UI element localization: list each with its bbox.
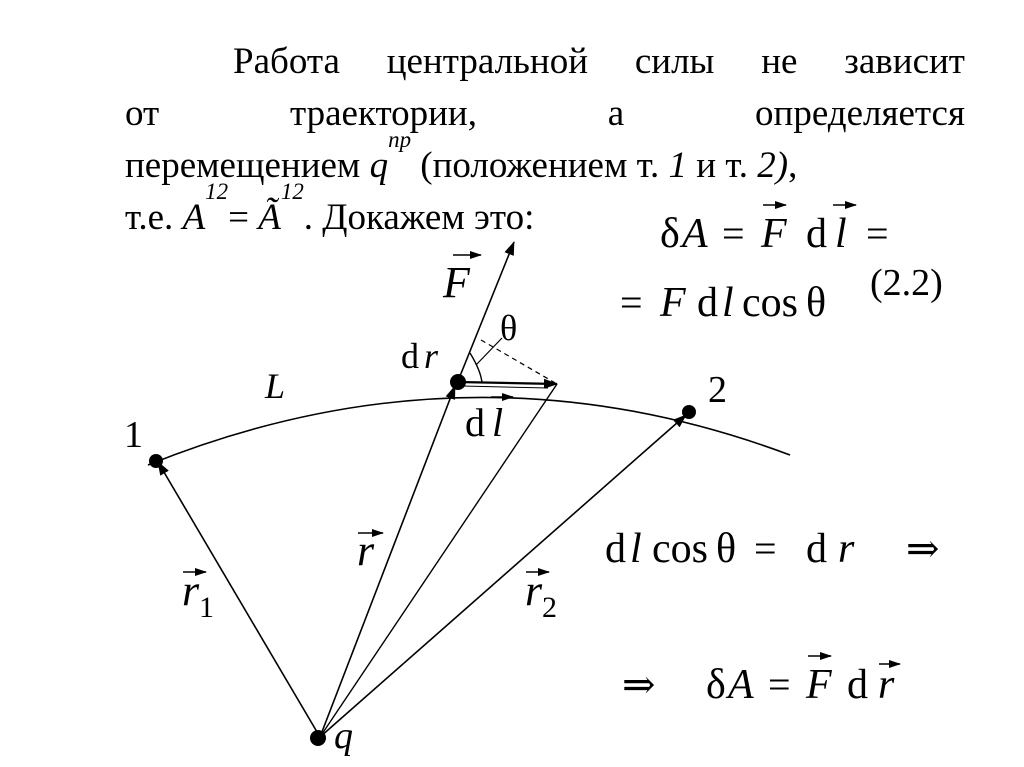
word: от	[125, 93, 160, 134]
word: Работа	[233, 41, 340, 82]
f2-d: d	[697, 280, 718, 326]
label-point-2: 2	[708, 369, 727, 411]
text-fragment: . Докажем это:	[303, 197, 535, 238]
f1-l: l	[835, 211, 847, 257]
label-dl-l: l	[492, 400, 504, 445]
word: центральной	[386, 41, 589, 82]
word: траектории,	[289, 93, 477, 134]
text-fragment: (положением т.	[411, 145, 669, 186]
f1-F: F	[761, 211, 787, 257]
f2-l: l	[722, 280, 734, 326]
charge-q: q	[369, 145, 389, 186]
work-a-subscript: 12	[205, 179, 229, 204]
label-r2: r	[525, 566, 543, 615]
label-L: L	[265, 366, 286, 406]
f3-eq: =	[754, 526, 777, 571]
work-atilde-subscript: 12	[280, 179, 304, 204]
word: определяется	[755, 93, 965, 134]
formula-result	[622, 656, 900, 708]
formula-number: (2.2)	[870, 262, 943, 304]
word: перемещением	[125, 145, 361, 186]
f4-implies: ⇒	[622, 662, 656, 707]
formula-projection	[605, 526, 940, 572]
word: силы	[634, 41, 715, 82]
f3-r: r	[838, 526, 855, 572]
f1-eq2: =	[866, 211, 889, 256]
point-2-ref: 2)	[757, 145, 789, 186]
f1-d: d	[806, 211, 827, 257]
f4-A: A	[728, 662, 754, 708]
work-a: A	[182, 197, 206, 238]
f4-delta: δ	[706, 662, 726, 708]
theta-pointer	[476, 338, 502, 365]
label-theta: θ	[500, 308, 518, 348]
label-q: q	[334, 715, 353, 757]
formula-work-definition	[660, 205, 889, 257]
f2-theta: θ	[806, 280, 827, 326]
f4-d: d	[847, 662, 868, 708]
label-r1-subscript: 1	[199, 591, 214, 624]
point-2-dot	[682, 405, 696, 419]
label-point-1: 1	[124, 414, 143, 456]
word: не	[761, 41, 798, 82]
projection-dashed	[481, 340, 557, 384]
formula-work-cos	[620, 280, 826, 326]
f3-d2: d	[806, 526, 827, 572]
text-fragment: ,	[788, 145, 798, 186]
f4-F: F	[806, 662, 832, 708]
f2-F: F	[660, 280, 686, 326]
charge-q-dot	[310, 730, 326, 746]
label-dr-r: r	[424, 336, 439, 376]
f1-A: A	[682, 211, 708, 257]
f2-eq: =	[620, 280, 643, 325]
f3-d: d	[605, 526, 626, 572]
f1-delta: δ	[660, 211, 680, 257]
dl-vector-underline	[462, 386, 548, 388]
f4-eq: =	[768, 662, 791, 707]
label-r: r	[357, 526, 375, 575]
f4-r: r	[878, 662, 895, 708]
point-1-dot	[149, 454, 163, 468]
label-F: F	[443, 258, 470, 307]
label-dr-d: d	[401, 336, 419, 376]
text-fragment: т.е.	[125, 197, 183, 238]
label-r2-subscript: 2	[542, 591, 557, 624]
dl-vector	[458, 382, 557, 384]
work-atilde: Ã	[258, 197, 281, 238]
point-1-ref: 1	[668, 145, 688, 186]
f2-cos: cos	[742, 280, 798, 326]
f3-cos: cos	[652, 526, 708, 572]
theta-angle-arc	[470, 353, 482, 383]
label-dl-d: d	[465, 400, 485, 445]
text-fragment: =	[228, 197, 259, 238]
f3-implies: ⇒	[906, 526, 940, 571]
vector-r	[320, 386, 455, 737]
charge-q-subscript: пр	[388, 127, 412, 152]
f3-theta: θ	[716, 526, 737, 572]
f3-l: l	[630, 526, 642, 572]
word: зависит	[844, 41, 965, 82]
word: а	[607, 93, 625, 134]
text-fragment: и т.	[687, 145, 758, 186]
point-current-dot	[450, 374, 466, 390]
f1-eq: =	[722, 211, 745, 256]
label-r1: r	[182, 566, 200, 615]
